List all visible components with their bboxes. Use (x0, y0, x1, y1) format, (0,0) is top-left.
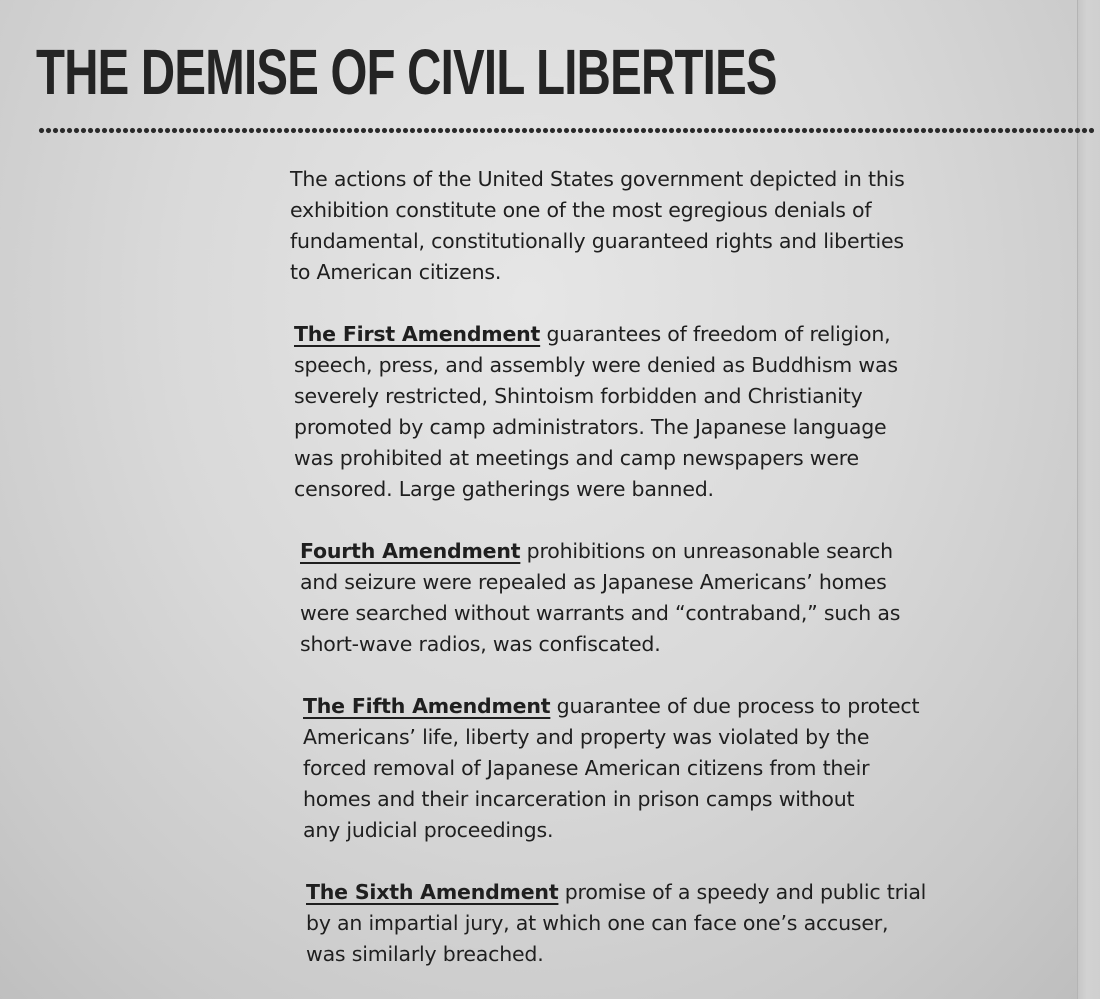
sixth-amendment-heading: The Sixth Amendment (306, 880, 559, 904)
fifth-amendment-paragraph (303, 691, 970, 846)
fifth-amendment-heading: The Fifth Amendment (303, 694, 551, 718)
fourth-amendment-text: prohibitions on unreasonable search and seizure were repealed as Japanese Americans’ homes were searched without warrants and “contraband,” such as short-wave radios, was confiscated. (300, 539, 901, 656)
fourth-amendment-paragraph (300, 536, 970, 660)
sixth-amendment-text: promise of a speedy and public trial by an impartial jury, at which one can face one’s accuser, was similarly breached. (306, 880, 927, 966)
exhibit-text (290, 164, 970, 999)
intro-paragraph: The actions of the United States government depicted in this exhibition constitute one of the most egregious denials of fundamental, constitutionally guaranteed rights and liberties to American citizens. (290, 167, 905, 284)
dotted-divider (38, 126, 1094, 135)
first-amendment-heading: The First Amendment (294, 322, 541, 346)
first-amendment-paragraph (294, 319, 970, 505)
fourth-amendment-heading: Fourth Amendment (300, 539, 521, 563)
sixth-amendment-paragraph (306, 877, 970, 970)
wall-panel-edge (1077, 0, 1100, 999)
page-title: THE DEMISE OF CIVIL LIBERTIES (36, 36, 777, 108)
first-amendment-text: guarantees of freedom of religion, speech, press, and assembly were denied as Buddhism was severely restricted, Shintoism forbidden and Christianity promoted by camp administrators. The Japanese language was prohibited at meetings and camp newspapers were censored. Large gatherings were banned. (294, 322, 898, 501)
fifth-amendment-text: guarantee of due process to protect Americans’ life, liberty and property was violated by the forced removal of Japanese American citizens from their homes and their incarceration in prison camps without any judicial proceedings. (303, 694, 920, 842)
